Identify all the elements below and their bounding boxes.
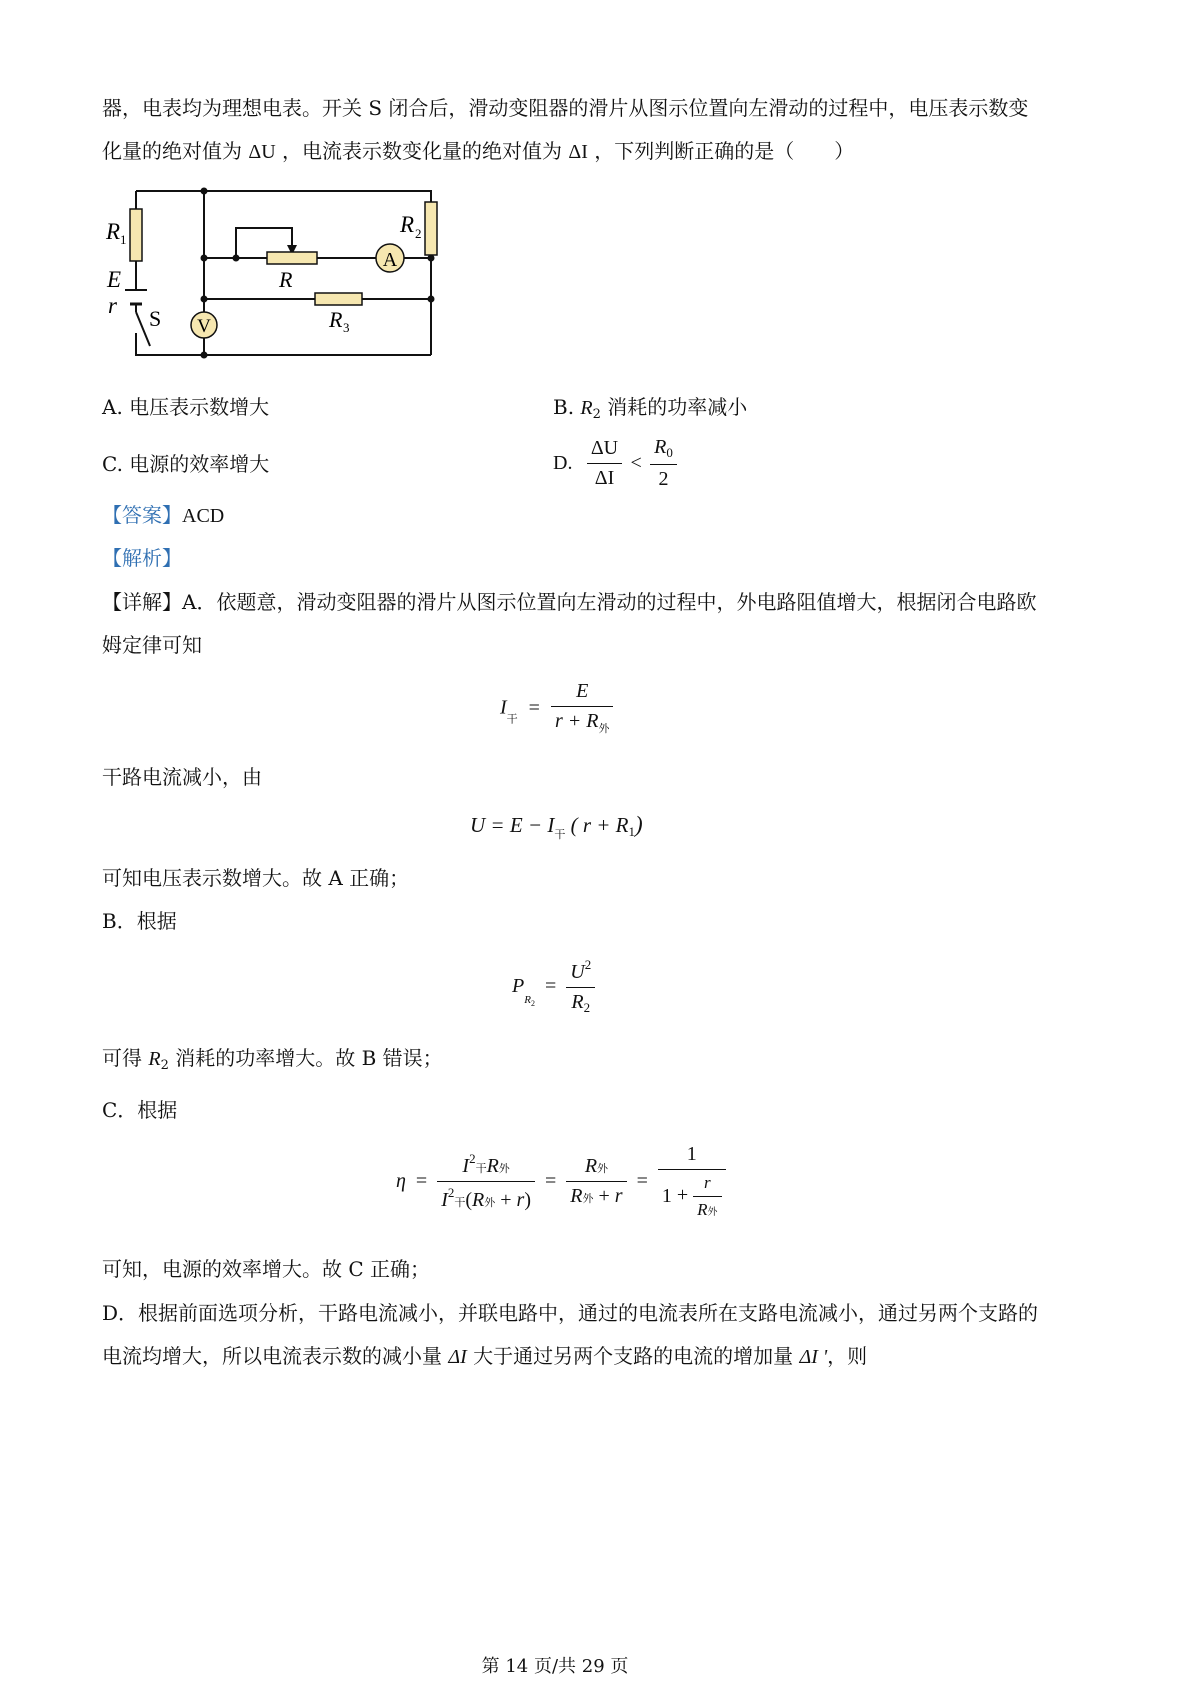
detail-p10-di: ΔI [448,1346,467,1368]
eq3-sq: 2 [584,957,592,972]
detail-p10 [102,1342,867,1371]
detail-p6-sub: 2 [160,1058,169,1073]
r3-sub: 3 [343,320,350,335]
eq3-psubsub: 2 [530,999,535,1009]
eq4-rr2: r [614,1185,623,1207]
detail-p6-a: 可得 [102,1046,142,1070]
eq4-wai4: 外 [582,1193,594,1205]
eq4-frac2: $\frac{\text{R外}}{\text{R外 + r}}$ [566,1155,626,1208]
option-d-prefix: D. [553,452,573,474]
eq4-r4: R [570,1185,583,1207]
eq1-den: r + R [554,710,599,732]
option-d-rnum: R [654,436,667,458]
option-d-frac [587,437,622,490]
detail-p5: B．根据 [102,909,177,933]
eq4-i2: I [441,1189,448,1211]
r1-label: R [106,219,121,244]
detail-p7: C．根据 [102,1098,178,1122]
eq2-close: ) [635,812,643,837]
analysis-label: 【解析】 [102,546,182,570]
eq4-wai: 外 [498,1163,510,1175]
eq1-frac [551,680,614,736]
eq4-r: R [486,1155,499,1177]
detail-p10-b: 大于通过另两个支路的电流的增加量 [473,1344,794,1368]
eq3-psub: R [524,994,531,1007]
delta-u: ΔU [248,141,276,163]
eq4-one: 1 [686,1143,697,1165]
option-b-text: 消耗的功率减小 [607,395,748,419]
eq3-r: R [571,991,584,1013]
option-d-rden: 2 [650,464,677,491]
eq4-i: I [462,1155,470,1177]
option-a: A. 电压表示数增大 [102,395,270,419]
rheostat-label: R [279,267,293,292]
option-b [553,393,747,429]
eq2-r1sub: 1 [628,824,635,839]
eq4-frac1: $\frac{I^2干R外}{I^2干(R外 + r)}$ [437,1151,535,1212]
question-text: ，下列判断正确的是（ ） [594,139,855,163]
page-footer: 第 14 页/共 29 页 [481,1656,629,1677]
ammeter-label: A [382,249,398,271]
equation-2 [470,812,643,842]
detail-p6 [102,1044,443,1080]
detail-p9: D．根据前面选项分析，干路电流减小，并联电路中，通过的电流表所在支路电流减小，通过另两个支路的 [102,1301,1039,1325]
question-text: ，电流表示数变化量的绝对值为 [282,139,563,163]
eq4-one2: 1 [661,1185,672,1207]
circuit-diagram [95,180,455,365]
eq1-sub: 干 [506,713,518,726]
eq2-main: U = E − I [470,813,555,837]
eq3-frac [566,957,595,1016]
eq3-u: U [570,961,585,983]
equation-1: $I_干$ = $\frac{E}{r + R_外}$ [500,680,613,736]
detail-p10-dip: ΔI ' [799,1346,828,1368]
eq1-i: I [500,696,507,719]
rheostat-r [267,252,317,264]
r2-sub: 2 [415,226,422,241]
eq3-rsub: 2 [583,1000,591,1015]
question-text: 化量的绝对值为 [102,139,242,163]
option-b-sub: 2 [592,407,601,422]
eq4-r3: R [584,1155,598,1177]
answer-value: ACD [182,505,225,527]
option-d-den: ΔI [587,463,622,490]
emf-label: E [107,267,122,292]
eq4-eta: η [396,1170,406,1192]
eq1-den-sub: 外 [598,723,610,735]
eq4-inner-R: R [697,1200,708,1219]
switch-label: S [149,306,162,331]
option-d-num: ΔU [590,437,619,459]
option-b-prefix: B. [553,395,575,419]
question-line-1: 器，电表均为理想电表。开关 S 闭合后，滑动变阻器的滑片从图示位置向左滑动的过程中，电压表示数变 [102,96,1029,120]
detail-p6-var: R [148,1048,161,1070]
option-d-frac2 [650,436,677,491]
eq3-p: P [512,975,525,997]
answer-line [102,501,224,530]
eq4-gan: 干 [475,1163,487,1175]
answer-label: 【答案】 [102,503,182,527]
option-d [553,436,677,491]
internal-r-label: r [108,293,117,318]
voltmeter-label: V [197,316,211,337]
eq2-paren: ( r + R [570,813,629,837]
resistor-r2 [425,202,437,255]
eq4-wai2: 外 [484,1197,496,1209]
resistor-r3 [315,293,362,305]
detail-p10-a: 电流均增大，所以电流表示数的减小量 [102,1344,442,1368]
question-line-2 [102,137,854,166]
eq4-inner-wai: 外 [707,1207,718,1218]
equation-4: η = $\frac{I^2干R外}{I^2干(R外 + r)}$ = $\frac{\text{R外}}{\text{R外 + r}}$ = 1 1 + $\frac{r}{\text{R外}}$ [396,1143,726,1220]
eq4-rr: r [516,1189,525,1211]
r3-label: R [329,307,343,332]
resistor-r1 [130,209,142,261]
option-c: C. 电源的效率增大 [102,452,270,476]
r2-label: R [400,212,415,237]
eq4-inner-r: r [704,1173,711,1192]
eq4-gan2: 干 [454,1197,466,1209]
option-d-lt: < [630,452,642,474]
eq2-sub: 干 [554,829,566,841]
eq4-sq2: 2 [447,1185,455,1200]
detail-p8: 可知，电源的效率增大。故 C 正确； [102,1257,431,1281]
eq4-wai3: 外 [597,1163,609,1175]
delta-i: ΔI [568,141,588,163]
eq4-sq: 2 [469,1151,476,1166]
r1-sub: 1 [120,232,127,247]
detail-p2: 姆定律可知 [102,633,202,657]
option-d-rnum-sub: 0 [666,445,673,460]
detail-p1: 【详解】A．依题意，滑动变阻器的滑片从图示位置向左滑动的过程中，外电路阻值增大，根据闭合电路欧 [102,590,1037,614]
option-b-var: R [580,397,593,419]
detail-p3: 干路电流减小，由 [102,765,262,789]
eq4-frac3: 1 1 + $\frac{r}{\text{R外}}$ [658,1143,726,1220]
detail-p10-c: ，则 [827,1344,868,1368]
equation-3: $P_{R2}$ = $\frac{U^2}{R_2}$ [512,957,595,1016]
eq1-num: E [576,680,589,702]
detail-p4: 可知电压表示数增大。故 A 正确； [102,866,410,890]
eq4-r2: R [472,1189,485,1211]
detail-p6-b: 消耗的功率增大。故 B 错误； [175,1046,443,1070]
